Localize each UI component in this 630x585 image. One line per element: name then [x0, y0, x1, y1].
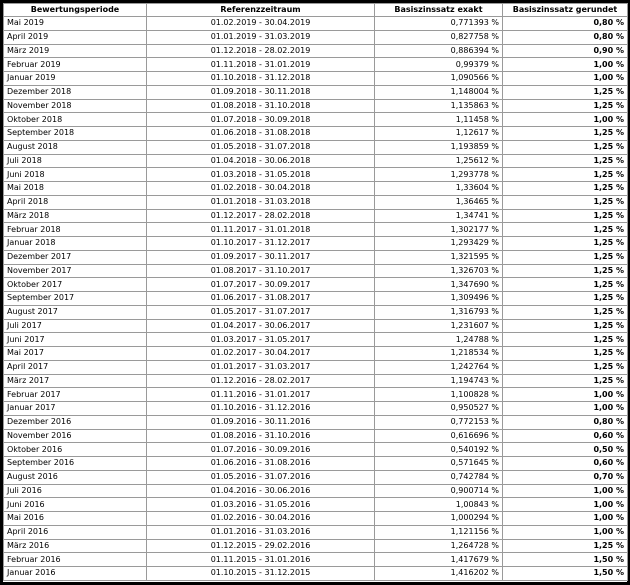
- table-row: [4, 347, 628, 361]
- bewertungsperiode-cell: Juli 2016: [4, 484, 147, 498]
- referenzzeitraum-cell: 01.12.2018 - 28.02.2019: [147, 44, 375, 58]
- basiszinssatz-exakt-cell: 0,827758 %: [375, 30, 503, 44]
- basiszinssatz-exakt-cell: 1,33604 %: [375, 182, 503, 196]
- basiszinssatz-exakt-cell: 1,242764 %: [375, 360, 503, 374]
- bewertungsperiode-cell: Mai 2019: [4, 17, 147, 31]
- referenzzeitraum-cell: 01.12.2017 - 28.02.2018: [147, 209, 375, 223]
- basiszinssatz-exakt-cell: 1,264728 %: [375, 539, 503, 553]
- bewertungsperiode-cell: Juni 2017: [4, 333, 147, 347]
- basiszinssatz-exakt-cell: 0,772153 %: [375, 415, 503, 429]
- referenzzeitraum-cell: 01.11.2016 - 31.01.2017: [147, 388, 375, 402]
- bewertungsperiode-cell: März 2016: [4, 539, 147, 553]
- referenzzeitraum-cell: 01.12.2016 - 28.02.2017: [147, 374, 375, 388]
- header-referenzzeitraum: Referenzzeitraum: [147, 4, 375, 17]
- basiszinssatz-exakt-cell: 1,309496 %: [375, 292, 503, 306]
- basiszinssatz-gerundet-cell: 1,25 %: [503, 250, 628, 264]
- header-bewertungsperiode: Bewertungsperiode: [4, 4, 147, 17]
- table-row: [4, 113, 628, 127]
- basiszinssatz-exakt-cell: 1,326703 %: [375, 264, 503, 278]
- basiszinssatz-exakt-cell: 1,321595 %: [375, 250, 503, 264]
- basiszinssatz-exakt-cell: 1,417679 %: [375, 553, 503, 567]
- bewertungsperiode-cell: Oktober 2017: [4, 278, 147, 292]
- bewertungsperiode-cell: Juni 2016: [4, 498, 147, 512]
- table-row: [4, 17, 628, 31]
- referenzzeitraum-cell: 01.04.2018 - 30.06.2018: [147, 154, 375, 168]
- basiszinssatz-exakt-cell: 1,12617 %: [375, 127, 503, 141]
- basiszinssatz-gerundet-cell: 1,25 %: [503, 223, 628, 237]
- basiszinssatz-gerundet-cell: 1,00 %: [503, 484, 628, 498]
- basiszinssatz-exakt-cell: 1,231607 %: [375, 319, 503, 333]
- basiszinssatz-exakt-cell: 1,11458 %: [375, 113, 503, 127]
- table-row: [4, 553, 628, 567]
- basiszinssatz-gerundet-cell: 1,00 %: [503, 525, 628, 539]
- bewertungsperiode-cell: März 2017: [4, 374, 147, 388]
- referenzzeitraum-cell: 01.06.2018 - 31.08.2018: [147, 127, 375, 141]
- bewertungsperiode-cell: April 2016: [4, 525, 147, 539]
- basiszinssatz-gerundet-cell: 0,50 %: [503, 443, 628, 457]
- referenzzeitraum-cell: 01.09.2016 - 30.11.2016: [147, 415, 375, 429]
- referenzzeitraum-cell: 01.09.2017 - 30.11.2017: [147, 250, 375, 264]
- table-row: [4, 388, 628, 402]
- bewertungsperiode-cell: Juni 2018: [4, 168, 147, 182]
- table-row: [4, 429, 628, 443]
- bewertungsperiode-cell: August 2018: [4, 140, 147, 154]
- bewertungsperiode-cell: November 2018: [4, 99, 147, 113]
- basiszinssatz-exakt-cell: 1,121156 %: [375, 525, 503, 539]
- basiszinssatz-gerundet-cell: 1,25 %: [503, 264, 628, 278]
- bewertungsperiode-cell: Mai 2017: [4, 347, 147, 361]
- referenzzeitraum-cell: 01.04.2016 - 30.06.2016: [147, 484, 375, 498]
- basiszinssatz-exakt-cell: 1,416202 %: [375, 567, 503, 581]
- table-row: [4, 402, 628, 416]
- basiszinssatz-gerundet-cell: 0,80 %: [503, 17, 628, 31]
- basiszinssatz-gerundet-cell: 1,00 %: [503, 498, 628, 512]
- basiszinssatz-gerundet-cell: 1,00 %: [503, 72, 628, 86]
- basiszinssatz-gerundet-cell: 1,25 %: [503, 333, 628, 347]
- bewertungsperiode-cell: Juli 2018: [4, 154, 147, 168]
- bewertungsperiode-cell: September 2017: [4, 292, 147, 306]
- basiszinssatz-exakt-cell: 0,540192 %: [375, 443, 503, 457]
- referenzzeitraum-cell: 01.03.2018 - 31.05.2018: [147, 168, 375, 182]
- basiszinssatz-gerundet-cell: 1,25 %: [503, 539, 628, 553]
- bewertungsperiode-cell: Oktober 2018: [4, 113, 147, 127]
- basiszinssatz-exakt-cell: 0,616696 %: [375, 429, 503, 443]
- basiszinssatz-gerundet-cell: 1,25 %: [503, 209, 628, 223]
- bewertungsperiode-cell: April 2017: [4, 360, 147, 374]
- referenzzeitraum-cell: 01.08.2017 - 31.10.2017: [147, 264, 375, 278]
- referenzzeitraum-cell: 01.06.2017 - 31.08.2017: [147, 292, 375, 306]
- bewertungsperiode-cell: Dezember 2016: [4, 415, 147, 429]
- referenzzeitraum-cell: 01.10.2018 - 31.12.2018: [147, 72, 375, 86]
- header-row: [4, 4, 628, 17]
- table-row: [4, 168, 628, 182]
- referenzzeitraum-cell: 01.02.2018 - 30.04.2018: [147, 182, 375, 196]
- basiszinssatz-exakt-cell: 0,950527 %: [375, 402, 503, 416]
- basiszinssatz-exakt-cell: 0,571645 %: [375, 457, 503, 471]
- bewertungsperiode-cell: März 2018: [4, 209, 147, 223]
- basiszinssatz-gerundet-cell: 1,25 %: [503, 292, 628, 306]
- header-basiszinssatz-exakt: Basiszinssatz exakt: [375, 4, 503, 17]
- table-frame: [3, 3, 627, 582]
- basiszinssatz-gerundet-cell: 1,25 %: [503, 168, 628, 182]
- table-row: [4, 237, 628, 251]
- table-row: [4, 30, 628, 44]
- referenzzeitraum-cell: 01.10.2017 - 31.12.2017: [147, 237, 375, 251]
- basiszinssatz-gerundet-cell: 1,25 %: [503, 374, 628, 388]
- table-row: [4, 374, 628, 388]
- referenzzeitraum-cell: 01.07.2018 - 30.09.2018: [147, 113, 375, 127]
- referenzzeitraum-cell: 01.04.2017 - 30.06.2017: [147, 319, 375, 333]
- table-row: [4, 319, 628, 333]
- basiszinssatz-gerundet-cell: 1,25 %: [503, 99, 628, 113]
- referenzzeitraum-cell: 01.03.2017 - 31.05.2017: [147, 333, 375, 347]
- table-row: [4, 498, 628, 512]
- basiszinssatz-gerundet-cell: 1,25 %: [503, 85, 628, 99]
- table-row: [4, 415, 628, 429]
- basiszinssatz-gerundet-cell: 1,00 %: [503, 402, 628, 416]
- table-row: [4, 99, 628, 113]
- referenzzeitraum-cell: 01.01.2018 - 31.03.2018: [147, 195, 375, 209]
- table-row: [4, 512, 628, 526]
- referenzzeitraum-cell: 01.02.2016 - 30.04.2016: [147, 512, 375, 526]
- table-row: [4, 44, 628, 58]
- referenzzeitraum-cell: 01.08.2018 - 31.10.2018: [147, 99, 375, 113]
- basiszinssatz-gerundet-cell: 0,90 %: [503, 44, 628, 58]
- table-row: [4, 209, 628, 223]
- referenzzeitraum-cell: 01.11.2018 - 31.01.2019: [147, 58, 375, 72]
- basiszinssatz-gerundet-cell: 1,25 %: [503, 154, 628, 168]
- basiszinssatz-exakt-cell: 1,302177 %: [375, 223, 503, 237]
- basiszinssatz-exakt-cell: 1,25612 %: [375, 154, 503, 168]
- basiszinssatz-exakt-cell: 0,742784 %: [375, 470, 503, 484]
- referenzzeitraum-cell: 01.07.2016 - 30.09.2016: [147, 443, 375, 457]
- basiszinssatz-gerundet-cell: 0,80 %: [503, 30, 628, 44]
- basiszinssatz-gerundet-cell: 1,50 %: [503, 553, 628, 567]
- table-row: [4, 58, 628, 72]
- table-row: [4, 127, 628, 141]
- referenzzeitraum-cell: 01.05.2016 - 31.07.2016: [147, 470, 375, 484]
- table-row: [4, 470, 628, 484]
- bewertungsperiode-cell: Februar 2017: [4, 388, 147, 402]
- table-body: [4, 17, 628, 581]
- basiszinssatz-exakt-cell: 0,900714 %: [375, 484, 503, 498]
- bewertungsperiode-cell: August 2017: [4, 305, 147, 319]
- bewertungsperiode-cell: Januar 2017: [4, 402, 147, 416]
- bewertungsperiode-cell: Dezember 2018: [4, 85, 147, 99]
- table-row: [4, 182, 628, 196]
- basiszinssatz-gerundet-cell: 1,25 %: [503, 347, 628, 361]
- basiszinssatz-gerundet-cell: 0,60 %: [503, 457, 628, 471]
- bewertungsperiode-cell: Februar 2016: [4, 553, 147, 567]
- table-row: [4, 278, 628, 292]
- basiszinssatz-exakt-cell: 1,293778 %: [375, 168, 503, 182]
- bewertungsperiode-cell: Mai 2016: [4, 512, 147, 526]
- table-row: [4, 72, 628, 86]
- basiszinssatz-exakt-cell: 1,00843 %: [375, 498, 503, 512]
- basiszinssatz-gerundet-cell: 1,25 %: [503, 140, 628, 154]
- table-row: [4, 457, 628, 471]
- bewertungsperiode-cell: April 2019: [4, 30, 147, 44]
- referenzzeitraum-cell: 01.11.2017 - 31.01.2018: [147, 223, 375, 237]
- table-row: [4, 292, 628, 306]
- table-row: [4, 567, 628, 581]
- basiszinssatz-exakt-cell: 1,347690 %: [375, 278, 503, 292]
- table-row: [4, 333, 628, 347]
- basiszinssatz-gerundet-cell: 1,25 %: [503, 278, 628, 292]
- basiszinssatz-exakt-cell: 1,36465 %: [375, 195, 503, 209]
- table-row: [4, 539, 628, 553]
- bewertungsperiode-cell: März 2019: [4, 44, 147, 58]
- bewertungsperiode-cell: November 2017: [4, 264, 147, 278]
- basiszinssatz-exakt-cell: 1,194743 %: [375, 374, 503, 388]
- basiszinssatz-gerundet-cell: 1,25 %: [503, 195, 628, 209]
- bewertungsperiode-cell: November 2016: [4, 429, 147, 443]
- basiszinssatz-exakt-cell: 1,193859 %: [375, 140, 503, 154]
- table-row: [4, 305, 628, 319]
- bewertungsperiode-cell: Oktober 2016: [4, 443, 147, 457]
- bewertungsperiode-cell: April 2018: [4, 195, 147, 209]
- basiszinssatz-gerundet-cell: 1,50 %: [503, 567, 628, 581]
- basiszinssatz-gerundet-cell: 1,25 %: [503, 127, 628, 141]
- bewertungsperiode-cell: Februar 2018: [4, 223, 147, 237]
- referenzzeitraum-cell: 01.12.2015 - 29.02.2016: [147, 539, 375, 553]
- table-row: [4, 223, 628, 237]
- referenzzeitraum-cell: 01.01.2016 - 31.03.2016: [147, 525, 375, 539]
- table-row: [4, 140, 628, 154]
- referenzzeitraum-cell: 01.01.2019 - 31.03.2019: [147, 30, 375, 44]
- header-basiszinssatz-gerundet: Basiszinssatz gerundet: [503, 4, 628, 17]
- basiszinssatz-gerundet-cell: 1,25 %: [503, 319, 628, 333]
- basiszinssatz-exakt-cell: 1,100828 %: [375, 388, 503, 402]
- bewertungsperiode-cell: Juli 2017: [4, 319, 147, 333]
- referenzzeitraum-cell: 01.01.2017 - 31.03.2017: [147, 360, 375, 374]
- table-row: [4, 195, 628, 209]
- table-row: [4, 250, 628, 264]
- basiszinssatz-gerundet-cell: 1,25 %: [503, 182, 628, 196]
- bewertungsperiode-cell: Mai 2018: [4, 182, 147, 196]
- basiszinssatz-exakt-cell: 1,24788 %: [375, 333, 503, 347]
- basiszinssatz-exakt-cell: 1,135863 %: [375, 99, 503, 113]
- basiszinssatz-gerundet-cell: 1,00 %: [503, 58, 628, 72]
- bewertungsperiode-cell: August 2016: [4, 470, 147, 484]
- bewertungsperiode-cell: Januar 2019: [4, 72, 147, 86]
- basiszinssatz-exakt-cell: 0,99379 %: [375, 58, 503, 72]
- referenzzeitraum-cell: 01.02.2017 - 30.04.2017: [147, 347, 375, 361]
- table-row: [4, 484, 628, 498]
- bewertungsperiode-cell: Januar 2018: [4, 237, 147, 251]
- basiszinssatz-gerundet-cell: 1,00 %: [503, 388, 628, 402]
- basiszinssatz-gerundet-cell: 0,60 %: [503, 429, 628, 443]
- referenzzeitraum-cell: 01.03.2016 - 31.05.2016: [147, 498, 375, 512]
- table-row: [4, 85, 628, 99]
- table-row: [4, 360, 628, 374]
- referenzzeitraum-cell: 01.06.2016 - 31.08.2016: [147, 457, 375, 471]
- table-row: [4, 264, 628, 278]
- bewertungsperiode-cell: September 2018: [4, 127, 147, 141]
- referenzzeitraum-cell: 01.10.2016 - 31.12.2016: [147, 402, 375, 416]
- basiszinssatz-gerundet-cell: 1,00 %: [503, 113, 628, 127]
- basiszinssatz-exakt-cell: 1,218534 %: [375, 347, 503, 361]
- basiszinssatz-exakt-cell: 0,886394 %: [375, 44, 503, 58]
- basiszinssatz-table: [3, 3, 628, 581]
- basiszinssatz-gerundet-cell: 0,80 %: [503, 415, 628, 429]
- basiszinssatz-exakt-cell: 1,34741 %: [375, 209, 503, 223]
- basiszinssatz-gerundet-cell: 1,25 %: [503, 305, 628, 319]
- basiszinssatz-exakt-cell: 1,000294 %: [375, 512, 503, 526]
- referenzzeitraum-cell: 01.07.2017 - 30.09.2017: [147, 278, 375, 292]
- bewertungsperiode-cell: September 2016: [4, 457, 147, 471]
- bewertungsperiode-cell: Januar 2016: [4, 567, 147, 581]
- referenzzeitraum-cell: 01.10.2015 - 31.12.2015: [147, 567, 375, 581]
- basiszinssatz-exakt-cell: 1,293429 %: [375, 237, 503, 251]
- basiszinssatz-exakt-cell: 0,771393 %: [375, 17, 503, 31]
- referenzzeitraum-cell: 01.08.2016 - 31.10.2016: [147, 429, 375, 443]
- referenzzeitraum-cell: 01.02.2019 - 30.04.2019: [147, 17, 375, 31]
- referenzzeitraum-cell: 01.11.2015 - 31.01.2016: [147, 553, 375, 567]
- basiszinssatz-exakt-cell: 1,316793 %: [375, 305, 503, 319]
- basiszinssatz-exakt-cell: 1,090566 %: [375, 72, 503, 86]
- bewertungsperiode-cell: Februar 2019: [4, 58, 147, 72]
- referenzzeitraum-cell: 01.05.2017 - 31.07.2017: [147, 305, 375, 319]
- basiszinssatz-gerundet-cell: 1,25 %: [503, 360, 628, 374]
- referenzzeitraum-cell: 01.09.2018 - 30.11.2018: [147, 85, 375, 99]
- basiszinssatz-exakt-cell: 1,148004 %: [375, 85, 503, 99]
- table-row: [4, 525, 628, 539]
- table-row: [4, 154, 628, 168]
- bewertungsperiode-cell: Dezember 2017: [4, 250, 147, 264]
- table-row: [4, 443, 628, 457]
- referenzzeitraum-cell: 01.05.2018 - 31.07.2018: [147, 140, 375, 154]
- basiszinssatz-gerundet-cell: 1,00 %: [503, 512, 628, 526]
- basiszinssatz-gerundet-cell: 1,25 %: [503, 237, 628, 251]
- basiszinssatz-gerundet-cell: 0,70 %: [503, 470, 628, 484]
